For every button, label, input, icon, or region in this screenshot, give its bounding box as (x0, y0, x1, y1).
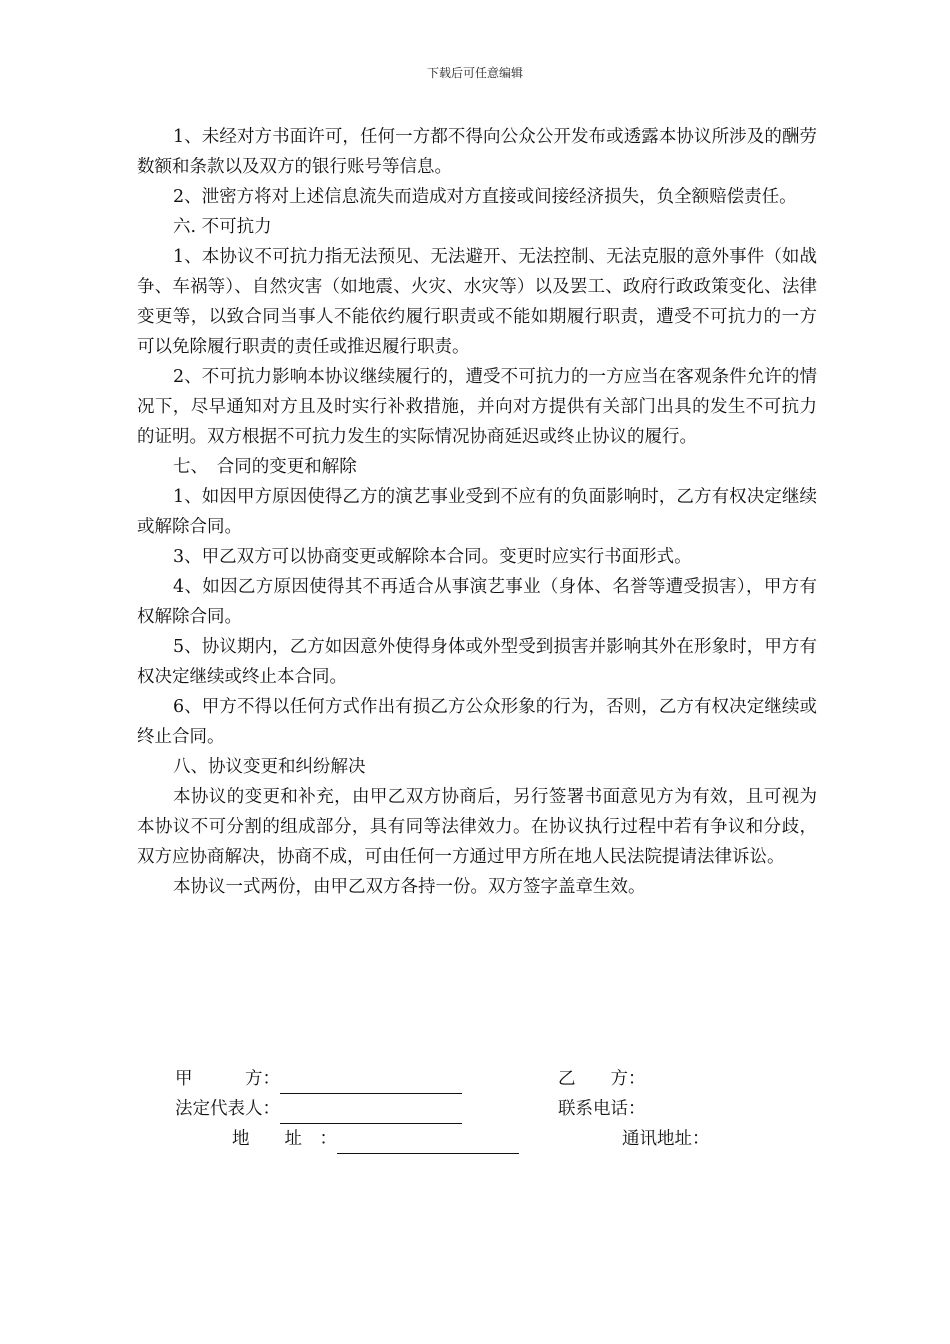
address-row (232, 1124, 519, 1154)
legal-rep-signature-line (280, 1101, 462, 1124)
paragraph: 4、如因乙方原因使得其不再适合从事演艺事业（身体、名誉等遭受损害），甲方有权解除合同。 (137, 577, 817, 627)
party-b-label: 乙 方： (558, 1069, 646, 1089)
address-label: 地 址 ： (232, 1129, 337, 1149)
paragraph: 2、不可抗力影响本协议继续履行的，遭受不可抗力的一方应当在客观条件允许的情况下，尽早通知对方且及时实行补救措施，并向对方提供有关部门出具的发生不可抗力的证明。双方根据不可抗力发生的实际情况协商延迟或终止协议的履行。 (137, 367, 817, 447)
paragraph: 本协议的变更和补充，由甲乙双方协商后，另行签署书面意见方为有效，且可视为本协议不可分割的组成部分，具有同等法律效力。在协议执行过程中若有争议和分歧，双方应协商解决，协商不成，可由任何一方通过甲方所在地人民法院提请法律诉讼。 (137, 787, 817, 867)
paragraph: 5、协议期内，乙方如因意外使得身体或外型受到损害并影响其外在形象时，甲方有权决定继续或终止本合同。 (137, 637, 817, 687)
paragraph: 本协议一式两份，由甲乙双方各持一份。双方签字盖章生效。 (173, 877, 646, 897)
legal-rep-row (175, 1094, 462, 1124)
document-body (137, 122, 817, 902)
section-heading: 八、协议变更和纠纷解决 (173, 757, 366, 777)
party-a-label: 甲 方： (175, 1069, 280, 1089)
section-heading: 六. 不可抗力 (173, 217, 272, 237)
party-a-signature-line (280, 1071, 462, 1094)
mail-address-label: 通讯地址： (622, 1129, 710, 1149)
legal-rep-label: 法定代表人： (175, 1099, 280, 1119)
address-line (337, 1131, 519, 1154)
paragraph: 1、本协议不可抗力指无法预见、无法避开、无法控制、无法克服的意外事件（如战争、车祸等）、自然灾害（如地震、火灾、水灾等）以及罢工、政府行政政策变化、法律变更等，以致合同当事人不能依约履行职责或不能如期履行职责，遭受不可抗力的一方可以免除履行职责的责任或推迟履行职责。 (137, 247, 817, 357)
paragraph: 3、甲乙双方可以协商变更或解除本合同。变更时应实行书面形式。 (173, 547, 692, 567)
page-header-note: 下载后可任意编辑 (426, 66, 523, 80)
paragraph: 2、泄密方将对上述信息流失而造成对方直接或间接经济损失，负全额赔偿责任。 (173, 187, 797, 207)
phone-label: 联系电话： (558, 1099, 646, 1119)
paragraph: 6、甲方不得以任何方式作出有损乙方公众形象的行为，否则，乙方有权决定继续或终止合同。 (137, 697, 817, 747)
paragraph: 1、未经对方书面许可，任何一方都不得向公众公开发布或透露本协议所涉及的酬劳数额和条款以及双方的银行账号等信息。 (137, 127, 817, 177)
paragraph: 1、如因甲方原因使得乙方的演艺事业受到不应有的负面影响时，乙方有权决定继续或解除合同。 (137, 487, 817, 537)
section-heading: 七、 合同的变更和解除 (173, 457, 357, 477)
party-a-row (175, 1064, 462, 1094)
